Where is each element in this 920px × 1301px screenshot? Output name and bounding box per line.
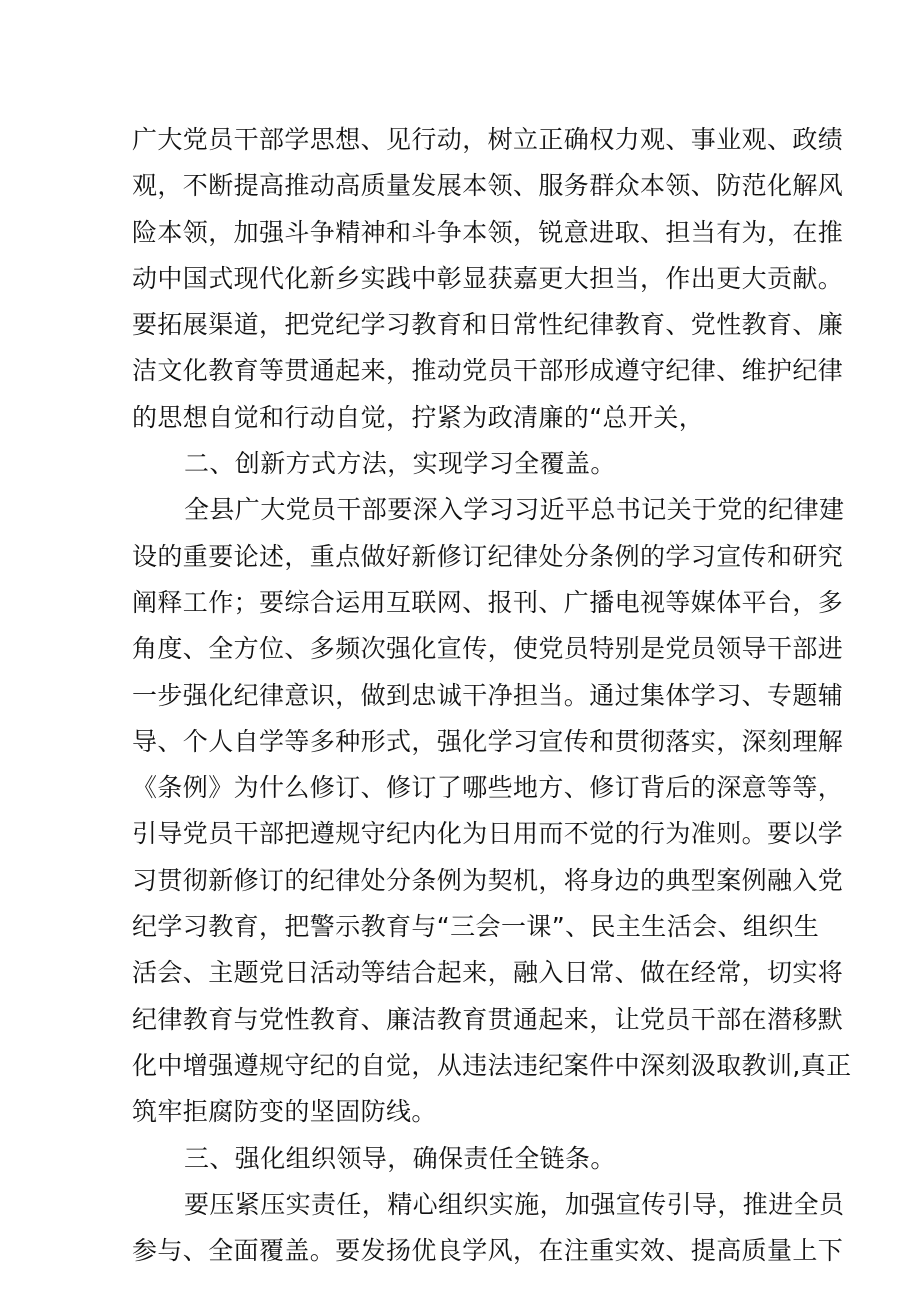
section-heading-3: 三、强化组织领导，确保责任全链条。 [184,1143,616,1173]
text-line: 的思想自觉和行动自觉，拧紧为政清廉的“总开关， [132,402,705,432]
text-line: 设的重要论述，重点做好新修订纪律处分条例的学习宣传和研究 [132,541,844,571]
text-line: 化中增强遵规守纪的自觉，从违法违纪案件中深刻汲取教训,真正 [132,1050,852,1080]
document-body [132,117,852,1274]
text-line: 要拓展渠道，把党纪学习教育和日常性纪律教育、党性教育、廉 [132,310,844,340]
text-line: 习贯彻新修订的纪律处分条例为契机，将身边的典型案例融入党 [132,865,844,895]
text-line: 一步强化纪律意识，做到忠诚干净担当。通过集体学习、专题辅 [132,680,844,710]
text-line: 引导党员干部把遵规守纪内化为日用而不觉的行为准则。要以学 [132,819,844,849]
text-line: 观，不断提高推动高质量发展本领、服务群众本领、防范化解风 [132,171,844,201]
section-heading-2: 二、创新方式方法，实现学习全覆盖。 [184,449,616,479]
text-line: 筑牢拒腐防变的坚固防线。 [132,1097,437,1127]
text-line: 角度、全方位、多频次强化宣传，使党员特别是党员领导干部进 [132,634,844,664]
text-line: 阐释工作；要综合运用互联网、报刊、广播电视等媒体平台，多 [132,587,844,617]
text-line: 险本领，加强斗争精神和斗争本领，锐意进取、担当有为，在推 [132,217,844,247]
text-line: 纪学习教育，把警示教育与“三会一课”、民主生活会、组织生 [132,912,820,942]
text-line: 导、个人自学等多种形式，强化学习宣传和贯彻落实，深刻理解 [132,726,844,756]
text-line: 动中国式现代化新乡实践中彰显获嘉更大担当，作出更大贡献。 [132,263,844,293]
text-line: 活会、主题党日活动等结合起来，融入日常、做在经常，切实将 [132,958,844,988]
text-line: 全县广大党员干部要深入学习习近平总书记关于党的纪律建 [184,495,845,525]
text-line: 《条例》为什么修订、修订了哪些地方、修订背后的深意等等， [132,773,844,803]
text-line: 广大党员干部学思想、见行动，树立正确权力观、事业观、政绩 [132,125,844,154]
text-line: 纪律教育与党性教育、廉洁教育贯通起来，让党员干部在潜移默 [132,1004,844,1034]
text-line: 要压紧压实责任，精心组织实施，加强宣传引导，推进全员 [184,1189,845,1219]
text-line: 洁文化教育等贯通起来，推动党员干部形成遵守纪律、维护纪律 [132,356,844,386]
text-line: 参与、全面覆盖。要发扬优良学风，在注重实效、提高质量上下 [132,1236,844,1266]
